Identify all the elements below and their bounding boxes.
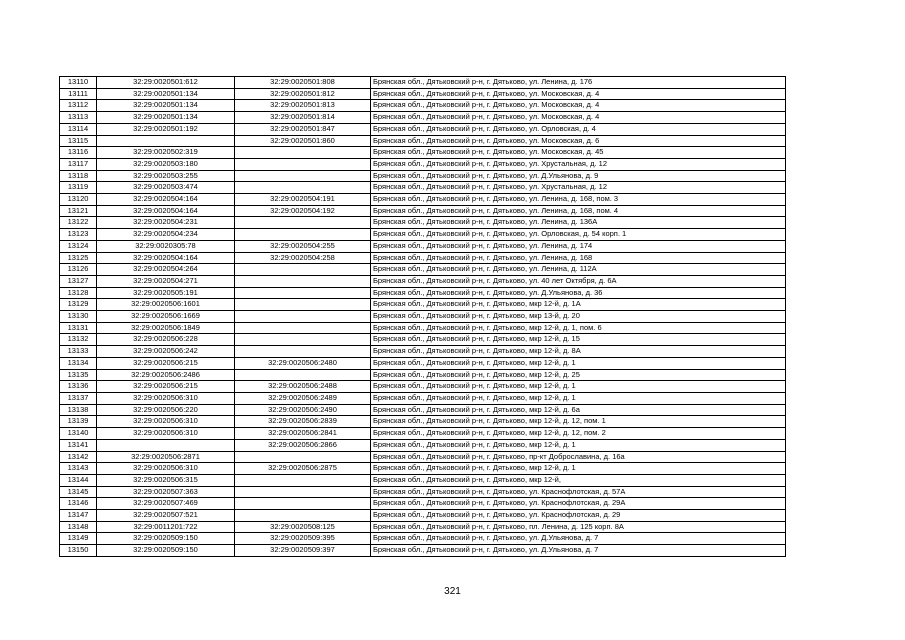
- row-number-cell: 13125: [60, 252, 97, 264]
- cadastral-number-cell: 32:29:0020504:264: [97, 264, 235, 276]
- row-number-cell: 13127: [60, 275, 97, 287]
- object-cadastral-number-cell: [235, 170, 371, 182]
- row-number-cell: 13120: [60, 194, 97, 206]
- object-cadastral-number-cell: [235, 299, 371, 311]
- cadastral-number-cell: 32:29:0020507:363: [97, 486, 235, 498]
- row-number-cell: 13147: [60, 510, 97, 522]
- address-cell: Брянская обл., Дятьковский р-н, г. Дятьково, ул. Краснофлотская, д. 29: [371, 510, 786, 522]
- address-cell: Брянская обл., Дятьковский р-н, г. Дятьково, мкр 12-й, д. 12, пом. 1: [371, 416, 786, 428]
- address-cell: Брянская обл., Дятьковский р-н, г. Дятьково, ул. Орловская, д. 4: [371, 123, 786, 135]
- row-number-cell: 13113: [60, 112, 97, 124]
- row-number-cell: 13142: [60, 451, 97, 463]
- cadastral-number-cell: 32:29:0020506:315: [97, 474, 235, 486]
- address-cell: Брянская обл., Дятьковский р-н, г. Дятьково, пр-кт Доброславина, д. 16а: [371, 451, 786, 463]
- table-row: [60, 451, 786, 463]
- address-cell: Брянская обл., Дятьковский р-н, г. Дятьково, ул. Ленина, д. 168, пом. 4: [371, 205, 786, 217]
- address-cell: Брянская обл., Дятьковский р-н, г. Дятьково, ул. Ленина, д. 174: [371, 240, 786, 252]
- cadastral-number-cell: 32:29:0020507:521: [97, 510, 235, 522]
- cadastral-number-cell: 32:29:0020501:192: [97, 123, 235, 135]
- table-row: [60, 100, 786, 112]
- object-cadastral-number-cell: 32:29:0020501:812: [235, 88, 371, 100]
- table-row: [60, 88, 786, 100]
- row-number-cell: 13145: [60, 486, 97, 498]
- object-cadastral-number-cell: 32:29:0020506:2490: [235, 404, 371, 416]
- object-cadastral-number-cell: [235, 322, 371, 334]
- row-number-cell: 13133: [60, 346, 97, 358]
- row-number-cell: 13126: [60, 264, 97, 276]
- object-cadastral-number-cell: 32:29:0020501:847: [235, 123, 371, 135]
- cadastral-number-cell: 32:29:0020506:228: [97, 334, 235, 346]
- object-cadastral-number-cell: 32:29:0020501:808: [235, 77, 371, 89]
- table-row: [60, 381, 786, 393]
- cadastral-number-cell: 32:29:0020506:2871: [97, 451, 235, 463]
- row-number-cell: 13128: [60, 287, 97, 299]
- table-row: [60, 252, 786, 264]
- row-number-cell: 13115: [60, 135, 97, 147]
- page-number: 321: [444, 586, 461, 597]
- address-cell: Брянская обл., Дятьковский р-н, г. Дятьково, мкр 12-й, д. 15: [371, 334, 786, 346]
- row-number-cell: 13144: [60, 474, 97, 486]
- cadastral-number-cell: 32:29:0020501:612: [97, 77, 235, 89]
- address-cell: Брянская обл., Дятьковский р-н, г. Дятьково, ул. Хрустальная, д. 12: [371, 182, 786, 194]
- cadastral-number-cell: 32:29:0020502:319: [97, 147, 235, 159]
- row-number-cell: 13122: [60, 217, 97, 229]
- object-cadastral-number-cell: 32:29:0020506:2866: [235, 439, 371, 451]
- row-number-cell: 13139: [60, 416, 97, 428]
- object-cadastral-number-cell: 32:29:0020509:395: [235, 533, 371, 545]
- row-number-cell: 13150: [60, 545, 97, 557]
- address-cell: Брянская обл., Дятьковский р-н, г. Дятьково, ул. Краснофлотская, д. 57А: [371, 486, 786, 498]
- object-cadastral-number-cell: 32:29:0020506:2839: [235, 416, 371, 428]
- object-cadastral-number-cell: 32:29:0020504:192: [235, 205, 371, 217]
- address-cell: Брянская обл., Дятьковский р-н, г. Дятьково, мкр 12-й, д. 1: [371, 463, 786, 475]
- cadastral-number-cell: 32:29:0020504:164: [97, 205, 235, 217]
- address-cell: Брянская обл., Дятьковский р-н, г. Дятьково, ул. Орловская, д. 54 корп. 1: [371, 229, 786, 241]
- address-cell: Брянская обл., Дятьковский р-н, г. Дятьково, ул. Московская, д. 4: [371, 88, 786, 100]
- address-cell: Брянская обл., Дятьковский р-н, г. Дятьково, ул. Московская, д. 4: [371, 112, 786, 124]
- address-cell: Брянская обл., Дятьковский р-н, г. Дятьково, мкр 13-й, д. 20: [371, 311, 786, 323]
- table-row: [60, 428, 786, 440]
- row-number-cell: 13149: [60, 533, 97, 545]
- address-cell: Брянская обл., Дятьковский р-н, г. Дятьково, мкр 12-й,: [371, 474, 786, 486]
- address-cell: Брянская обл., Дятьковский р-н, г. Дятьково, мкр 12-й, д. 8А: [371, 346, 786, 358]
- cadastral-number-cell: 32:29:0020506:2486: [97, 369, 235, 381]
- object-cadastral-number-cell: 32:29:0020506:2875: [235, 463, 371, 475]
- row-number-cell: 13131: [60, 322, 97, 334]
- object-cadastral-number-cell: 32:29:0020506:2480: [235, 357, 371, 369]
- row-number-cell: 13140: [60, 428, 97, 440]
- row-number-cell: 13118: [60, 170, 97, 182]
- table-row: [60, 533, 786, 545]
- cadastral-number-cell: 32:29:0020504:271: [97, 275, 235, 287]
- cadastral-number-cell: 32:29:0020509:150: [97, 533, 235, 545]
- object-cadastral-number-cell: 32:29:0020501:813: [235, 100, 371, 112]
- document-table-container: [59, 76, 785, 557]
- row-number-cell: 13110: [60, 77, 97, 89]
- table-row: [60, 123, 786, 135]
- table-row: [60, 416, 786, 428]
- table-row: [60, 545, 786, 557]
- cadastral-number-cell: 32:29:0011201:722: [97, 521, 235, 533]
- table-row: [60, 182, 786, 194]
- cadastral-number-cell: 32:29:0020506:215: [97, 381, 235, 393]
- cadastral-number-cell: 32:29:0020501:134: [97, 88, 235, 100]
- cadastral-number-cell: 32:29:0020505:191: [97, 287, 235, 299]
- address-cell: Брянская обл., Дятьковский р-н, г. Дятьково, ул. Ленина, д. 136А: [371, 217, 786, 229]
- address-cell: Брянская обл., Дятьковский р-н, г. Дятьково, мкр 12-й, д. 1: [371, 439, 786, 451]
- address-cell: Брянская обл., Дятьковский р-н, г. Дятьково, мкр 12-й, д. 1: [371, 392, 786, 404]
- cadastral-table: [59, 76, 786, 557]
- table-row: [60, 77, 786, 89]
- cadastral-number-cell: 32:29:0020501:134: [97, 100, 235, 112]
- cadastral-number-cell: 32:29:0020506:310: [97, 416, 235, 428]
- cadastral-number-cell: 32:29:0020504:234: [97, 229, 235, 241]
- cadastral-number-cell: 32:29:0020504:231: [97, 217, 235, 229]
- table-row: [60, 322, 786, 334]
- cadastral-number-cell: 32:29:0020506:310: [97, 463, 235, 475]
- row-number-cell: 13137: [60, 392, 97, 404]
- address-cell: Брянская обл., Дятьковский р-н, г. Дятьково, ул. Ленина, д. 168, пом. 3: [371, 194, 786, 206]
- row-number-cell: 13132: [60, 334, 97, 346]
- row-number-cell: 13141: [60, 439, 97, 451]
- address-cell: Брянская обл., Дятьковский р-н, г. Дятьково, ул. Хрустальная, д. 12: [371, 158, 786, 170]
- address-cell: Брянская обл., Дятьковский р-н, г. Дятьково, мкр 12-й, д. 1: [371, 381, 786, 393]
- object-cadastral-number-cell: [235, 287, 371, 299]
- cadastral-number-cell: 32:29:0020506:310: [97, 428, 235, 440]
- table-row: [60, 275, 786, 287]
- row-number-cell: 13130: [60, 311, 97, 323]
- cadastral-number-cell: 32:29:0020503:474: [97, 182, 235, 194]
- table-row: [60, 510, 786, 522]
- row-number-cell: 13112: [60, 100, 97, 112]
- address-cell: Брянская обл., Дятьковский р-н, г. Дятьково, ул. Ленина, д. 168: [371, 252, 786, 264]
- object-cadastral-number-cell: 32:29:0020504:255: [235, 240, 371, 252]
- table-row: [60, 439, 786, 451]
- table-row: [60, 205, 786, 217]
- table-row: [60, 346, 786, 358]
- address-cell: Брянская обл., Дятьковский р-н, г. Дятьково, ул. Ленина, д. 112А: [371, 264, 786, 276]
- table-row: [60, 369, 786, 381]
- cadastral-number-cell: 32:29:0020504:164: [97, 194, 235, 206]
- table-row: [60, 311, 786, 323]
- row-number-cell: 13119: [60, 182, 97, 194]
- object-cadastral-number-cell: 32:29:0020504:258: [235, 252, 371, 264]
- object-cadastral-number-cell: [235, 158, 371, 170]
- row-number-cell: 13116: [60, 147, 97, 159]
- cadastral-number-cell: 32:29:0020506:1669: [97, 311, 235, 323]
- object-cadastral-number-cell: 32:29:0020504:191: [235, 194, 371, 206]
- cadastral-number-cell: 32:29:0020506:220: [97, 404, 235, 416]
- address-cell: Брянская обл., Дятьковский р-н, г. Дятьково, ул. Д.Ульянова, д. 36: [371, 287, 786, 299]
- table-row: [60, 158, 786, 170]
- table-row: [60, 404, 786, 416]
- cadastral-number-cell: [97, 135, 235, 147]
- object-cadastral-number-cell: [235, 311, 371, 323]
- address-cell: Брянская обл., Дятьковский р-н, г. Дятьково, мкр 12-й, д. 6а: [371, 404, 786, 416]
- row-number-cell: 13136: [60, 381, 97, 393]
- table-row: [60, 147, 786, 159]
- table-row: [60, 194, 786, 206]
- row-number-cell: 13143: [60, 463, 97, 475]
- object-cadastral-number-cell: [235, 264, 371, 276]
- object-cadastral-number-cell: [235, 334, 371, 346]
- table-row: [60, 135, 786, 147]
- cadastral-number-cell: 32:29:0020506:1601: [97, 299, 235, 311]
- table-row: [60, 334, 786, 346]
- cadastral-number-cell: 32:29:0020504:164: [97, 252, 235, 264]
- table-row: [60, 287, 786, 299]
- object-cadastral-number-cell: [235, 275, 371, 287]
- address-cell: Брянская обл., Дятьковский р-н, г. Дятьково, ул. Д.Ульянова, д. 9: [371, 170, 786, 182]
- cadastral-number-cell: 32:29:0020506:1849: [97, 322, 235, 334]
- row-number-cell: 13111: [60, 88, 97, 100]
- address-cell: Брянская обл., Дятьковский р-н, г. Дятьково, ул. Краснофлотская, д. 29А: [371, 498, 786, 510]
- cadastral-number-cell: 32:29:0020506:310: [97, 392, 235, 404]
- object-cadastral-number-cell: [235, 147, 371, 159]
- object-cadastral-number-cell: [235, 182, 371, 194]
- object-cadastral-number-cell: [235, 346, 371, 358]
- table-row: [60, 170, 786, 182]
- cadastral-number-cell: 32:29:0020509:150: [97, 545, 235, 557]
- row-number-cell: 13148: [60, 521, 97, 533]
- object-cadastral-number-cell: [235, 510, 371, 522]
- row-number-cell: 13134: [60, 357, 97, 369]
- object-cadastral-number-cell: [235, 229, 371, 241]
- table-row: [60, 392, 786, 404]
- table-row: [60, 474, 786, 486]
- cadastral-number-cell: 32:29:0020506:242: [97, 346, 235, 358]
- address-cell: Брянская обл., Дятьковский р-н, г. Дятьково, ул. Московская, д. 4: [371, 100, 786, 112]
- table-row: [60, 463, 786, 475]
- row-number-cell: 13117: [60, 158, 97, 170]
- object-cadastral-number-cell: [235, 474, 371, 486]
- table-row: [60, 264, 786, 276]
- address-cell: Брянская обл., Дятьковский р-н, г. Дятьково, ул. Московская, д. 45: [371, 147, 786, 159]
- table-row: [60, 486, 786, 498]
- row-number-cell: 13121: [60, 205, 97, 217]
- object-cadastral-number-cell: [235, 451, 371, 463]
- row-number-cell: 13123: [60, 229, 97, 241]
- row-number-cell: 13114: [60, 123, 97, 135]
- object-cadastral-number-cell: 32:29:0020506:2489: [235, 392, 371, 404]
- row-number-cell: 13146: [60, 498, 97, 510]
- address-cell: Брянская обл., Дятьковский р-н, г. Дятьково, ул. 40 лет Октября, д. 6А: [371, 275, 786, 287]
- object-cadastral-number-cell: [235, 498, 371, 510]
- object-cadastral-number-cell: 32:29:0020506:2488: [235, 381, 371, 393]
- address-cell: Брянская обл., Дятьковский р-н, г. Дятьково, ул. Московская, д. 6: [371, 135, 786, 147]
- cadastral-number-cell: 32:29:0020501:134: [97, 112, 235, 124]
- address-cell: Брянская обл., Дятьковский р-н, г. Дятьково, мкр 12-й, д. 1А: [371, 299, 786, 311]
- table-row: [60, 498, 786, 510]
- table-row: [60, 229, 786, 241]
- table-row: [60, 217, 786, 229]
- row-number-cell: 13124: [60, 240, 97, 252]
- address-cell: Брянская обл., Дятьковский р-н, г. Дятьково, мкр 12-й, д. 12, пом. 2: [371, 428, 786, 440]
- object-cadastral-number-cell: 32:29:0020508:125: [235, 521, 371, 533]
- address-cell: Брянская обл., Дятьковский р-н, г. Дятьково, мкр 12-й, д. 1: [371, 357, 786, 369]
- table-row: [60, 112, 786, 124]
- address-cell: Брянская обл., Дятьковский р-н, г. Дятьково, ул. Д.Ульянова, д. 7: [371, 533, 786, 545]
- object-cadastral-number-cell: 32:29:0020501:860: [235, 135, 371, 147]
- object-cadastral-number-cell: 32:29:0020509:397: [235, 545, 371, 557]
- object-cadastral-number-cell: [235, 217, 371, 229]
- cadastral-number-cell: 32:29:0020503:180: [97, 158, 235, 170]
- cadastral-number-cell: 32:29:0020503:255: [97, 170, 235, 182]
- table-row: [60, 299, 786, 311]
- table-row: [60, 357, 786, 369]
- row-number-cell: 13135: [60, 369, 97, 381]
- address-cell: Брянская обл., Дятьковский р-н, г. Дятьково, ул. Д.Ульянова, д. 7: [371, 545, 786, 557]
- address-cell: Брянская обл., Дятьковский р-н, г. Дятьково, ул. Ленина, д. 176: [371, 77, 786, 89]
- address-cell: Брянская обл., Дятьковский р-н, г. Дятьково, мкр 12-й, д. 25: [371, 369, 786, 381]
- table-row: [60, 240, 786, 252]
- cadastral-number-cell: 32:29:0020507:469: [97, 498, 235, 510]
- table-body: [60, 77, 786, 557]
- table-row: [60, 521, 786, 533]
- object-cadastral-number-cell: 32:29:0020501:814: [235, 112, 371, 124]
- cadastral-number-cell: 32:29:0020305:78: [97, 240, 235, 252]
- address-cell: Брянская обл., Дятьковский р-н, г. Дятьково, мкр 12-й, д. 1, пом. 6: [371, 322, 786, 334]
- object-cadastral-number-cell: 32:29:0020506:2841: [235, 428, 371, 440]
- row-number-cell: 13129: [60, 299, 97, 311]
- row-number-cell: 13138: [60, 404, 97, 416]
- object-cadastral-number-cell: [235, 369, 371, 381]
- cadastral-number-cell: [97, 439, 235, 451]
- address-cell: Брянская обл., Дятьковский р-н, г. Дятьково, пл. Ленина, д. 125 корп. 8А: [371, 521, 786, 533]
- cadastral-number-cell: 32:29:0020506:215: [97, 357, 235, 369]
- object-cadastral-number-cell: [235, 486, 371, 498]
